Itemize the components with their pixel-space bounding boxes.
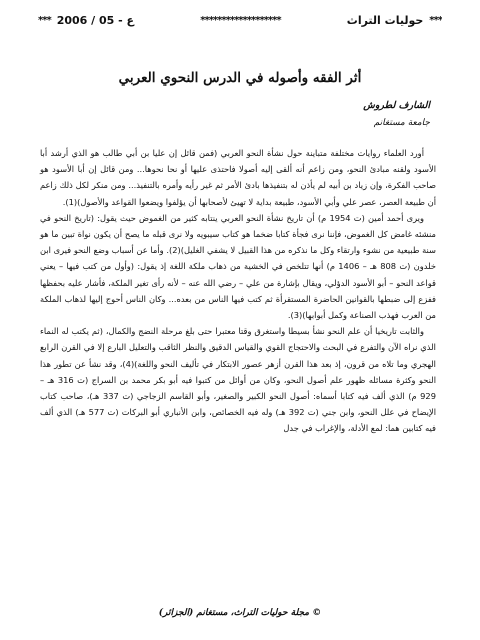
- header-stars-right: ***: [429, 14, 442, 26]
- body-paragraph-3: والثابت تاريخيا أن علم النحو نشأ بسيطا واستغرق وقتا معتبرا حتى بلغ مرحلة النضج والكمال، (ثم يكتب له النماء الذي نراه الآن والتفرع في البحث والاحتجاج القوي والقياس الدقيق والنظر الثاقب والتعليل البارع إلا في القرن الرابع الهجري وما تلاه من قرون، إذ بعد هذا القرن أزهر عصور الابتكار في تأليف النحو واللغة)(4)، وقد نشأ عن تطور هذا النحو وكثرة مسائله ظهور علم أصول النحو، وكان من أوائل من كتبوا فيه أبو بكر محمد بن السراج (ت 316 هـ – 929 م) الذي ألف فيه كتابا أسماه: أصول النحو الكبير والصغير، وأبو القاسم الزجاجي (ت 337 هـ)، صاحب كتاب الإيضاح في علل النحو، وابن جني (ت 392 هـ) وله فيه الخصائص، وابن الأنباري أبو البركات (ت 577 هـ) الذي ألف فيه كتابين هما: لمع الأدلة، والإغراب في جدل: [40, 326, 436, 434]
- header-issue-number: ع - 05 / 2006: [56, 13, 135, 27]
- body-paragraph-1: أورد العلماء روايات مختلفة متباينة حول نشأة النحو العربي (فمن قائل إن عليا بن أبي طالب هو الذي أرشد أبا الأسود ولقنه مبادئ النحو، ومن زاعم أنه ألقى إليه أصولا فاحتذى عليها أو نحا نحوها... ومن قائل إن أبا الأسود هو صاحب الفكرة، وإن زياد بن أبيه لم يأذن له بتنفيذها بادئ الأمر ثم غير رأيه وأمره بالتنفيذ... ومن منكر لكل ذلك زاعم أن طبيعة العصر، عصر علي وأبي الأسود، طبيعة بداية لا تهيئ لأصحابها أن يؤلفوا ويضعوا القواعد والأصول)(1).: [40, 148, 436, 207]
- article-body: [40, 145, 436, 437]
- body-paragraph-2: ويرى أحمد أمين (ت 1954 م) أن تاريخ نشأة النحو العربي ينتابه كثير من الغموض حيث يقول: (تاريخ النحو في منشئه غامض كل الغموض، فإننا نرى فجأة كتابا ضخما هو كتاب سيبويه ولا نرى قبله ما يصح أن يكون نواة تبين ما هو سنة طبيعية من نشوء وارتقاء وكل ما نذكره من هذا القبيل لا يشفي الغليل)(2). وأما عن أسباب وضع النحو فيرى ابن خلدون (ت 808 هـ – 1406 م) أنها تتلخص في الخشية من ذهاب ملكة اللغة إذ يقول: (وأول من كتب فيها – يعني قواعد النحو – أبو الأسود الدؤلي، ويقال بإشارة من علي – رضي الله عنه – لأنه رأى تغير الملكة، فأشار عليه بحفظها ففزع إلى ضبطها بالقوانين الحاضرة المستقرأة ثم كتب فيها الناس من بعده... وكان الناس أحوج إليها لذهاب الملكة من العرب فهذب الصناعة وكمل أبوابها)(3).: [40, 212, 437, 321]
- running-header: [38, 12, 442, 28]
- header-stars-middle: *******************: [200, 14, 281, 26]
- article-title: أثر الفقه وأصوله في الدرس النحوي العربي: [118, 70, 362, 86]
- article-affiliation: جامعة مستغانم: [373, 118, 430, 128]
- header-journal-name: حوليات التراث: [346, 13, 424, 27]
- page-footer: © مجلة حوليات التراث، مستغانم (الجزائر): [158, 608, 322, 618]
- header-stars-left: ***: [38, 14, 51, 26]
- article-author: الشارف لطروش: [363, 100, 430, 111]
